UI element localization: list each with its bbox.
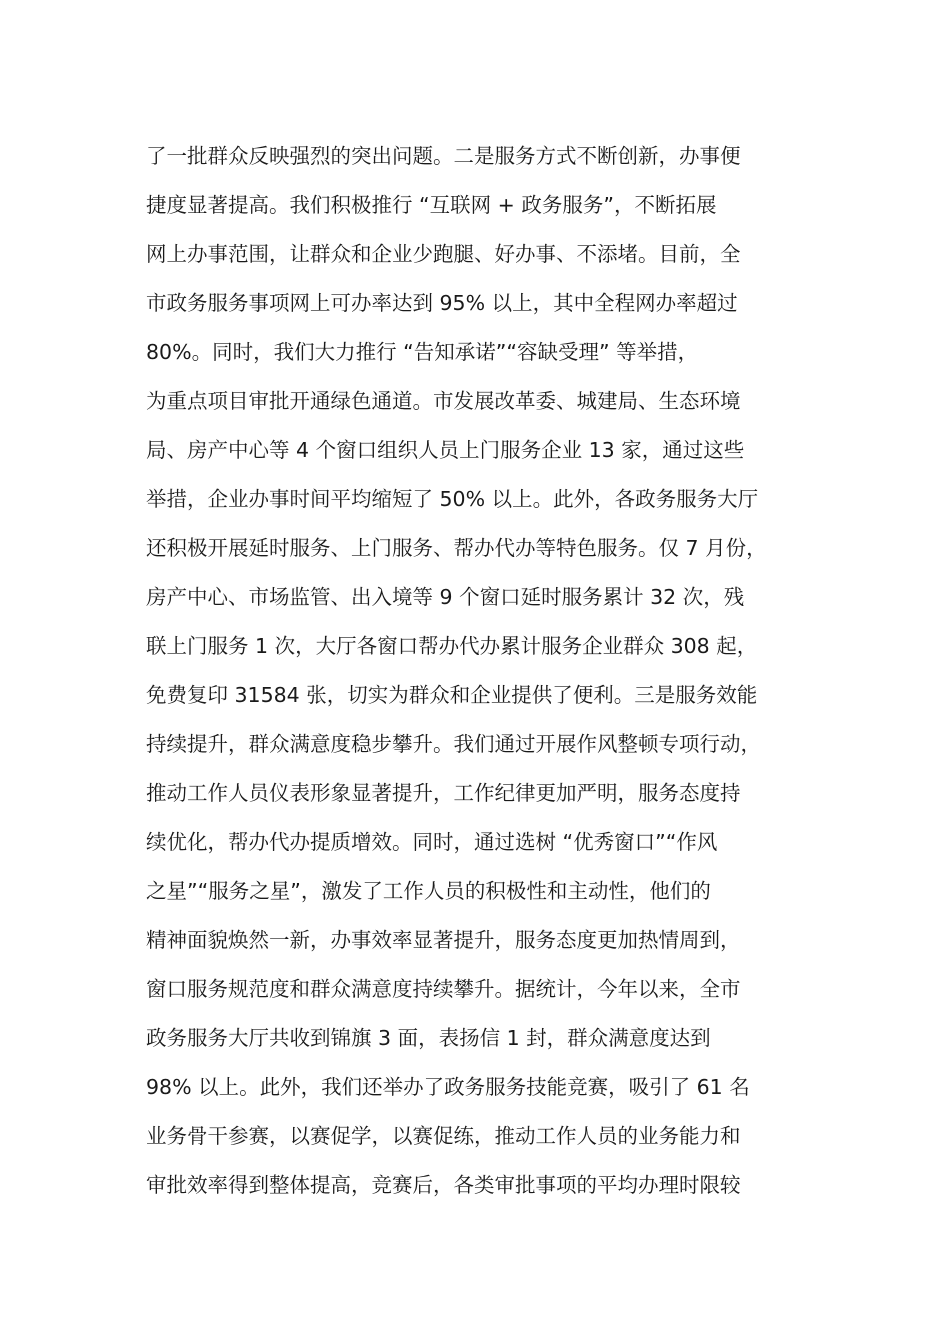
text-line: 免费复印 31584 张，切实为群众和企业提供了便利。三是服务效能 xyxy=(146,683,758,707)
text-line: 80%。同时，我们大力推行 “告知承诺”“容缺受理” 等举措， xyxy=(146,340,699,364)
text-line: 还积极开展延时服务、上门服务、帮办代办等特色服务。仅 7 月份， xyxy=(146,536,767,560)
text-line: 为重点项目审批开通绿色通道。市发展改革委、城建局、生态环境 xyxy=(146,389,741,413)
text-line: 市政务服务事项网上可办率达到 95% 以上，其中全程网办率超过 xyxy=(146,291,738,315)
body-text xyxy=(146,132,826,1210)
text-line: 举措，企业办事时间平均缩短了 50% 以上。此外，各政务服务大厅 xyxy=(146,487,759,511)
text-line: 之星”“服务之星”，激发了工作人员的积极性和主动性，他们的 xyxy=(146,879,711,903)
text-line: 政务服务大厅共收到锦旗 3 面，表扬信 1 封，群众满意度达到 xyxy=(146,1026,711,1050)
text-line: 局、房产中心等 4 个窗口组织人员上门服务企业 13 家，通过这些 xyxy=(146,438,745,462)
text-line: 捷度显著提高。我们积极推行 “互联网 + 政务服务”，不断拓展 xyxy=(146,193,717,217)
text-line: 续优化，帮办代办提质增效。同时，通过选树 “优秀窗口”“作风 xyxy=(146,830,718,854)
text-line: 窗口服务规范度和群众满意度持续攀升。据统计，今年以来，全市 xyxy=(146,977,741,1001)
text-line: 审批效率得到整体提高，竞赛后，各类审批事项的平均办理时限较 xyxy=(146,1173,741,1197)
text-line: 98% 以上。此外，我们还举办了政务服务技能竞赛，吸引了 61 名 xyxy=(146,1075,750,1099)
text-line: 精神面貌焕然一新，办事效率显著提升，服务态度更加热情周到， xyxy=(146,928,741,952)
text-line: 网上办事范围，让群众和企业少跑腿、好办事、不添堵。目前，全 xyxy=(146,242,741,266)
text-line: 了一批群众反映强烈的突出问题。二是服务方式不断创新，办事便 xyxy=(146,144,741,168)
text-line: 持续提升，群众满意度稳步攀升。我们通过开展作风整顿专项行动， xyxy=(146,732,761,756)
text-line: 推动工作人员仪表形象显著提升，工作纪律更加严明，服务态度持 xyxy=(146,781,741,805)
text-line: 房产中心、市场监管、出入境等 9 个窗口延时服务累计 32 次，残 xyxy=(146,585,745,609)
text-line: 业务骨干参赛，以赛促学，以赛促练，推动工作人员的业务能力和 xyxy=(146,1124,741,1148)
text-line: 联上门服务 1 次，大厅各窗口帮办代办累计服务企业群众 308 起， xyxy=(146,634,758,658)
